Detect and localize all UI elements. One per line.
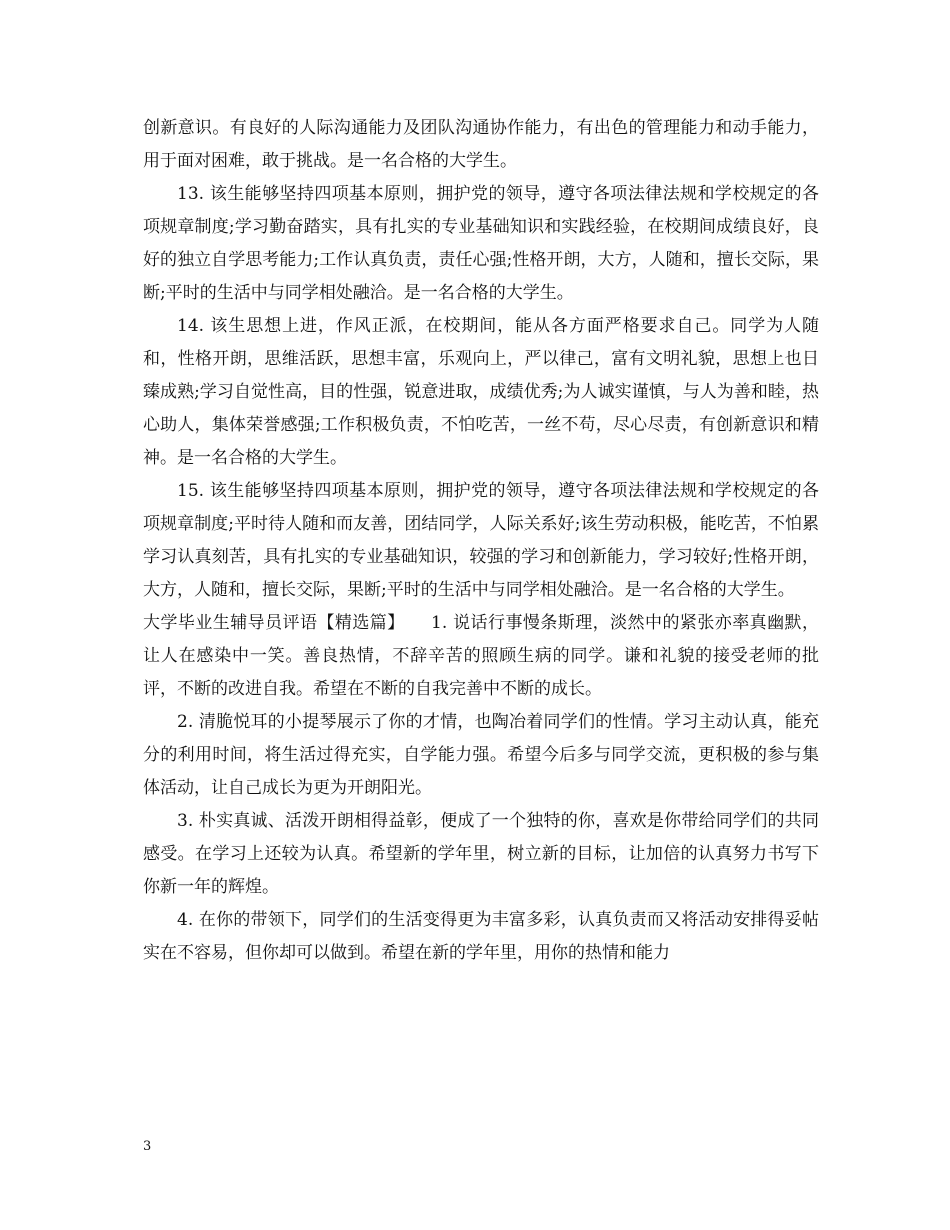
- paragraph-3: 14. 该生思想上进，作风正派，在校期间，能从各方面严格要求自己。同学为人随和，性格开朗，思维活跃，思想丰富，乐观向上，严以律己，富有文明礼貌，思想上也日臻成熟;学习自觉性高，目的性强，锐意进取，成绩优秀;为人诚实谨慎，与人为善和睦，热心助人，集体荣誉感强;工作积极负责，不怕吃苦，一丝不苟，尽心尽责，有创新意识和精神。是一名合格的大学生。: [143, 316, 819, 468]
- paragraph-2: 13. 该生能够坚持四项基本原则，拥护党的领导，遵守各项法律法规和学校规定的各项规章制度;学习勤奋踏实，具有扎实的专业基础知识和实践经验，在校期间成绩良好，良好的独立自学思考能力;工作认真负责，责任心强;性格开朗，大方，人随和，擅长交际，果断;平时的生活中与同学相处融洽。是一名合格的大学生。: [143, 184, 819, 303]
- paragraph-7: 3. 朴实真诚、活泼开朗相得益彰，便成了一个独特的你，喜欢是你带给同学们的共同感受。在学习上还较为认真。希望新的学年里，树立新的目标，让加倍的认真努力书写下你新一年的辉煌。: [143, 811, 819, 897]
- paragraph-6: 2. 清脆悦耳的小提琴展示了你的才情，也陶冶着同学们的性情。学习主动认真，能充分的利用时间，将生活过得充实，自学能力强。希望今后多与同学交流，更积极的参与集体活动，让自己成长为更为开朗阳光。: [143, 712, 819, 798]
- paragraph-4: 15. 该生能够坚持四项基本原则，拥护党的领导，遵守各项法律法规和学校规定的各项规章制度;平时待人随和而友善，团结同学，人际关系好;该生劳动积极，能吃苦，不怕累学习认真刻苦，具有扎实的专业基础知识，较强的学习和创新能力，学习较好;性格开朗，大方，人随和，擅长交际，果断;平时的生活中与同学相处融洽。是一名合格的大学生。: [143, 481, 819, 600]
- document-body: [143, 112, 819, 970]
- page-number: 3: [143, 1139, 152, 1154]
- paragraph-1: 创新意识。有良好的人际沟通能力及团队沟通协作能力，有出色的管理能力和动手能力，用于面对困难，敢于挑战。是一名合格的大学生。: [143, 118, 819, 171]
- paragraph-8: 4. 在你的带领下，同学们的生活变得更为丰富多彩，认真负责而又将活动安排得妥帖实在不容易，但你却可以做到。希望在新的学年里，用你的热情和能力: [143, 910, 819, 963]
- paragraph-5: 大学毕业生辅导员评语【精选篇】 1. 说话行事慢条斯理，淡然中的紧张亦率真幽默，让人在感染中一笑。善良热情，不辞辛苦的照顾生病的同学。谦和礼貌的接受老师的批评，不断的改进自我。希望在不断的自我完善中不断的成长。: [143, 613, 819, 699]
